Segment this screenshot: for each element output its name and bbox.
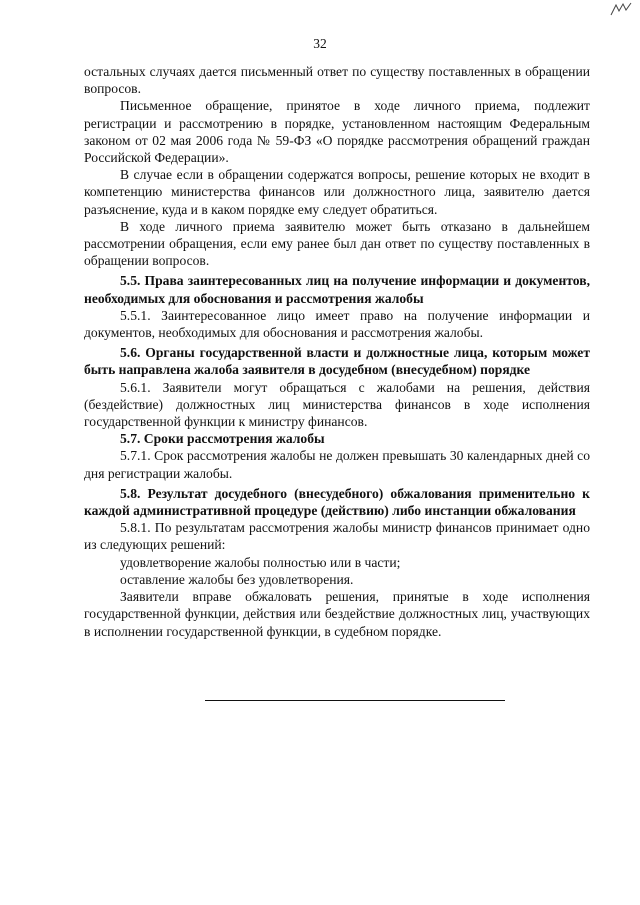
scan-corner-mark <box>610 2 632 16</box>
end-of-section-rule <box>205 700 505 701</box>
paragraph-written-appeal: Письменное обращение, принятое в ходе личного приема, подлежит регистрации и рассмотрению в порядке, установленном настоящим Федеральным законом от 02 мая 2006 года № 59-ФЗ «О порядке рассмотрения обращений граждан Российской Федерации». <box>84 98 590 166</box>
document-body <box>84 63 590 640</box>
paragraph-5-7-1: 5.7.1. Срок рассмотрения жалобы не должен превышать 30 календарных дней со дня регистрации жалобы. <box>84 448 590 481</box>
section-heading-5-7: 5.7. Сроки рассмотрения жалобы <box>120 431 325 447</box>
paragraph-5-5-1: 5.5.1. Заинтересованное лицо имеет право на получение информации и документов, необходимых для обоснования и рассмотрения жалобы. <box>84 307 590 341</box>
paragraph-5-8-1: 5.8.1. По результатам рассмотрения жалобы министр финансов принимает одно из следующих решений: <box>84 520 590 553</box>
decision-option-reject: оставление жалобы без удовлетворения. <box>120 571 354 587</box>
paragraph-5-6-1: 5.6.1. Заявители могут обращаться с жалобами на решения, действия (бездействие) должностных лиц министерства финансов в ходе исполнения государственной функции к министру финансов. <box>84 379 590 430</box>
decision-option-satisfy: удовлетворение жалобы полностью или в части; <box>120 554 401 570</box>
paragraph-continuation: остальных случаях дается письменный ответ по существу поставленных в обращении вопросов. <box>84 64 590 97</box>
paragraph-out-of-competence: В случае если в обращении содержатся вопросы, решение которых не входит в компетенцию министерства финансов или должностного лица, заявителю дается разъяснение, куда и в каком порядке ему следует обратиться. <box>84 167 590 217</box>
paragraph-refusal: В ходе личного приема заявителю может быть отказано в дальнейшем рассмотрении обращения, если ему ранее был дан ответ по существу поставленных в обращении вопросов. <box>84 218 590 269</box>
paragraph-judicial-appeal: Заявители вправе обжаловать решения, принятые в ходе исполнения государственной функции, действия или бездействие должностных лиц, участвующих в исполнении государственной функции, в судебном порядке. <box>84 589 590 639</box>
section-heading-5-5: 5.5. Права заинтересованных лиц на получение информации и документов, необходимых для обоснования и рассмотрения жалобы <box>84 273 590 306</box>
section-heading-5-6: 5.6. Органы государственной власти и должностные лица, которым может быть направлена жалоба заявителя в досудебном (внесудебном) порядке <box>84 345 590 378</box>
page-number: 32 <box>313 36 327 51</box>
section-heading-5-8: 5.8. Результат досудебного (внесудебного) обжалования применительно к каждой административной процедуре (действию) либо инстанции обжалования <box>84 485 590 519</box>
